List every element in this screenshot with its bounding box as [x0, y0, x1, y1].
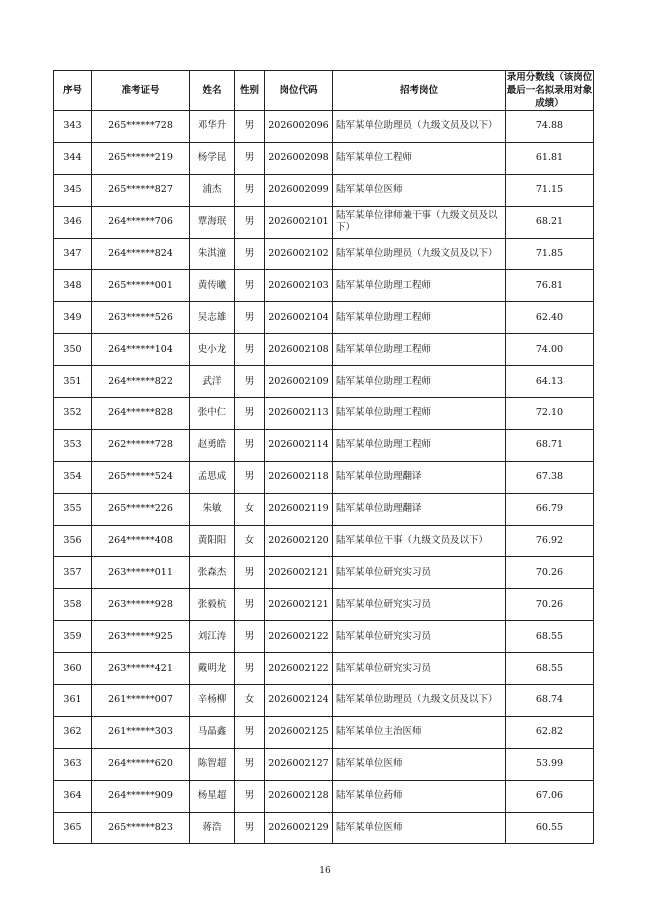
results-table: [53, 70, 594, 844]
table-row: [54, 493, 594, 525]
cell-post: 陆军某单位医师: [333, 812, 506, 844]
cell-post-code: 2026002125: [265, 716, 333, 748]
cell-seq: 356: [54, 525, 92, 557]
cell-post-code: 2026002124: [265, 685, 333, 717]
cell-name: 武洋: [190, 366, 235, 398]
cell-score: 76.81: [506, 270, 594, 302]
cell-gender: 男: [235, 621, 265, 653]
cell-name: 陈智超: [190, 748, 235, 780]
table-row: [54, 429, 594, 461]
cell-gender: 男: [235, 398, 265, 430]
cell-post: 陆军某单位工程师: [333, 142, 506, 174]
cell-score: 64.13: [506, 366, 594, 398]
cell-gender: 男: [235, 461, 265, 493]
cell-post-code: 2026002098: [265, 142, 333, 174]
cell-name: 邓华升: [190, 111, 235, 143]
cell-name: 张森杰: [190, 557, 235, 589]
table-row: [54, 366, 594, 398]
cell-score: 70.26: [506, 557, 594, 589]
cell-post: 陆军某单位研究实习员: [333, 653, 506, 685]
cell-post: 陆军某单位助理工程师: [333, 398, 506, 430]
cell-score: 74.88: [506, 111, 594, 143]
cell-name: 杨星超: [190, 780, 235, 812]
cell-post: 陆军某单位助理工程师: [333, 302, 506, 334]
cell-seq: 355: [54, 493, 92, 525]
cell-post: 陆军某单位助理工程师: [333, 429, 506, 461]
cell-name: 黄传曦: [190, 270, 235, 302]
cell-exam-no: 265******219: [92, 142, 190, 174]
cell-exam-no: 261******007: [92, 685, 190, 717]
cell-post-code: 2026002128: [265, 780, 333, 812]
cell-exam-no: 264******828: [92, 398, 190, 430]
table-row: [54, 174, 594, 206]
cell-seq: 351: [54, 366, 92, 398]
cell-exam-no: 263******928: [92, 589, 190, 621]
cell-gender: 男: [235, 174, 265, 206]
cell-exam-no: 265******001: [92, 270, 190, 302]
header-gender: 性别: [235, 71, 265, 111]
table-row: [54, 748, 594, 780]
table-row: [54, 716, 594, 748]
cell-exam-no: 263******011: [92, 557, 190, 589]
cell-name: 赵勇皓: [190, 429, 235, 461]
cell-gender: 男: [235, 111, 265, 143]
cell-post-code: 2026002114: [265, 429, 333, 461]
cell-post: 陆军某单位助理工程师: [333, 366, 506, 398]
cell-seq: 357: [54, 557, 92, 589]
cell-exam-no: 263******925: [92, 621, 190, 653]
cell-score: 74.00: [506, 334, 594, 366]
cell-gender: 男: [235, 206, 265, 238]
cell-exam-no: 263******421: [92, 653, 190, 685]
cell-exam-no: 264******408: [92, 525, 190, 557]
table-row: [54, 111, 594, 143]
table-row: [54, 461, 594, 493]
cell-seq: 365: [54, 812, 92, 844]
cell-post-code: 2026002108: [265, 334, 333, 366]
cell-seq: 358: [54, 589, 92, 621]
cell-gender: 男: [235, 716, 265, 748]
table-row: [54, 780, 594, 812]
cell-gender: 男: [235, 429, 265, 461]
cell-name: 覃海珉: [190, 206, 235, 238]
cell-exam-no: 263******526: [92, 302, 190, 334]
cell-score: 68.71: [506, 429, 594, 461]
table-row: [54, 206, 594, 238]
header-post-code: 岗位代码: [265, 71, 333, 111]
cell-seq: 352: [54, 398, 92, 430]
cell-post-code: 2026002109: [265, 366, 333, 398]
table-body: [54, 111, 594, 844]
cell-exam-no: 264******620: [92, 748, 190, 780]
cell-post-code: 2026002104: [265, 302, 333, 334]
cell-seq: 349: [54, 302, 92, 334]
cell-exam-no: 265******226: [92, 493, 190, 525]
cell-score: 62.82: [506, 716, 594, 748]
cell-post: 陆军某单位药师: [333, 780, 506, 812]
cell-score: 68.55: [506, 621, 594, 653]
cell-post-code: 2026002122: [265, 653, 333, 685]
table-row: [54, 238, 594, 270]
cell-gender: 男: [235, 812, 265, 844]
cell-seq: 363: [54, 748, 92, 780]
table-row: [54, 398, 594, 430]
table-row: [54, 589, 594, 621]
cell-score: 71.85: [506, 238, 594, 270]
cell-exam-no: 264******104: [92, 334, 190, 366]
cell-gender: 男: [235, 589, 265, 621]
cell-gender: 男: [235, 302, 265, 334]
cell-post-code: 2026002127: [265, 748, 333, 780]
table-row: [54, 557, 594, 589]
table-row: [54, 525, 594, 557]
cell-seq: 346: [54, 206, 92, 238]
cell-seq: 360: [54, 653, 92, 685]
cell-seq: 354: [54, 461, 92, 493]
cell-exam-no: 265******827: [92, 174, 190, 206]
cell-name: 戴明龙: [190, 653, 235, 685]
cell-exam-no: 264******824: [92, 238, 190, 270]
header-name: 姓名: [190, 71, 235, 111]
cell-post: 陆军某单位律师兼干事（九级文员及以下）: [333, 206, 506, 238]
cell-score: 71.15: [506, 174, 594, 206]
cell-post: 陆军某单位研究实习员: [333, 589, 506, 621]
cell-name: 朱敏: [190, 493, 235, 525]
cell-seq: 347: [54, 238, 92, 270]
cell-seq: 359: [54, 621, 92, 653]
cell-post-code: 2026002120: [265, 525, 333, 557]
cell-post: 陆军某单位主治医师: [333, 716, 506, 748]
cell-score: 61.81: [506, 142, 594, 174]
cell-exam-no: 265******823: [92, 812, 190, 844]
cell-exam-no: 265******728: [92, 111, 190, 143]
cell-score: 70.26: [506, 589, 594, 621]
cell-name: 孟思成: [190, 461, 235, 493]
cell-post: 陆军某单位助理员（九级文员及以下）: [333, 685, 506, 717]
table-row: [54, 334, 594, 366]
header-post: 招考岗位: [333, 71, 506, 111]
cell-name: 马晶鑫: [190, 716, 235, 748]
cell-exam-no: 261******303: [92, 716, 190, 748]
cell-gender: 男: [235, 780, 265, 812]
cell-score: 60.55: [506, 812, 594, 844]
cell-seq: 348: [54, 270, 92, 302]
cell-post: 陆军某单位干事（九级文员及以下）: [333, 525, 506, 557]
cell-name: 吴志雄: [190, 302, 235, 334]
cell-exam-no: 264******822: [92, 366, 190, 398]
cell-gender: 男: [235, 557, 265, 589]
cell-seq: 344: [54, 142, 92, 174]
cell-score: 76.92: [506, 525, 594, 557]
cell-post: 陆军某单位助理翻译: [333, 461, 506, 493]
cell-post-code: 2026002099: [265, 174, 333, 206]
cell-score: 67.38: [506, 461, 594, 493]
cell-name: 黄阳阳: [190, 525, 235, 557]
cell-name: 朱淇潼: [190, 238, 235, 270]
table-row: [54, 685, 594, 717]
cell-score: 68.21: [506, 206, 594, 238]
cell-score: 53.99: [506, 748, 594, 780]
cell-gender: 男: [235, 142, 265, 174]
cell-seq: 350: [54, 334, 92, 366]
header-row: [54, 71, 594, 111]
cell-gender: 女: [235, 525, 265, 557]
cell-gender: 男: [235, 334, 265, 366]
cell-score: 68.55: [506, 653, 594, 685]
cell-seq: 361: [54, 685, 92, 717]
cell-gender: 男: [235, 238, 265, 270]
cell-gender: 男: [235, 270, 265, 302]
cell-post: 陆军某单位医师: [333, 174, 506, 206]
cell-post: 陆军某单位研究实习员: [333, 557, 506, 589]
header-seq: 序号: [54, 71, 92, 111]
cell-exam-no: 265******524: [92, 461, 190, 493]
cell-gender: 男: [235, 748, 265, 780]
cell-post-code: 2026002101: [265, 206, 333, 238]
table-row: [54, 653, 594, 685]
cell-post: 陆军某单位助理翻译: [333, 493, 506, 525]
table-row: [54, 142, 594, 174]
cell-exam-no: 262******728: [92, 429, 190, 461]
cell-post: 陆军某单位医师: [333, 748, 506, 780]
cell-name: 蒋浩: [190, 812, 235, 844]
cell-post-code: 2026002121: [265, 557, 333, 589]
cell-seq: 364: [54, 780, 92, 812]
cell-post: 陆军某单位研究实习员: [333, 621, 506, 653]
cell-post-code: 2026002118: [265, 461, 333, 493]
cell-name: 浦杰: [190, 174, 235, 206]
cell-post-code: 2026002096: [265, 111, 333, 143]
cell-name: 杨学昆: [190, 142, 235, 174]
cell-post-code: 2026002113: [265, 398, 333, 430]
cell-post: 陆军某单位助理员（九级文员及以下）: [333, 111, 506, 143]
cell-name: 史小龙: [190, 334, 235, 366]
header-exam-no: 准考证号: [92, 71, 190, 111]
cell-post-code: 2026002102: [265, 238, 333, 270]
cell-score: 66.79: [506, 493, 594, 525]
page-number: 16: [319, 866, 331, 876]
cell-gender: 女: [235, 493, 265, 525]
table-row: [54, 812, 594, 844]
cell-seq: 353: [54, 429, 92, 461]
table-row: [54, 270, 594, 302]
cell-score: 72.10: [506, 398, 594, 430]
cell-post-code: 2026002129: [265, 812, 333, 844]
table-row: [54, 621, 594, 653]
table-header: [54, 71, 594, 111]
cell-post-code: 2026002119: [265, 493, 333, 525]
cell-post: 陆军某单位助理工程师: [333, 270, 506, 302]
cell-name: 张中仁: [190, 398, 235, 430]
cell-seq: 345: [54, 174, 92, 206]
cell-post-code: 2026002103: [265, 270, 333, 302]
cell-post-code: 2026002121: [265, 589, 333, 621]
cell-score: 62.40: [506, 302, 594, 334]
table-row: [54, 302, 594, 334]
cell-gender: 女: [235, 685, 265, 717]
cell-gender: 男: [235, 653, 265, 685]
cell-exam-no: 264******909: [92, 780, 190, 812]
cell-score: 68.74: [506, 685, 594, 717]
header-score: 录用分数线（该岗位最后一名拟录用对象成绩）: [506, 72, 593, 109]
cell-name: 辛杨柳: [190, 685, 235, 717]
cell-gender: 男: [235, 366, 265, 398]
cell-seq: 343: [54, 111, 92, 143]
cell-name: 张毅杭: [190, 589, 235, 621]
cell-name: 刘江涛: [190, 621, 235, 653]
cell-post-code: 2026002122: [265, 621, 333, 653]
cell-score: 67.06: [506, 780, 594, 812]
cell-seq: 362: [54, 716, 92, 748]
cell-post: 陆军某单位助理员（九级文员及以下）: [333, 238, 506, 270]
cell-exam-no: 264******706: [92, 206, 190, 238]
cell-post: 陆军某单位助理工程师: [333, 334, 506, 366]
